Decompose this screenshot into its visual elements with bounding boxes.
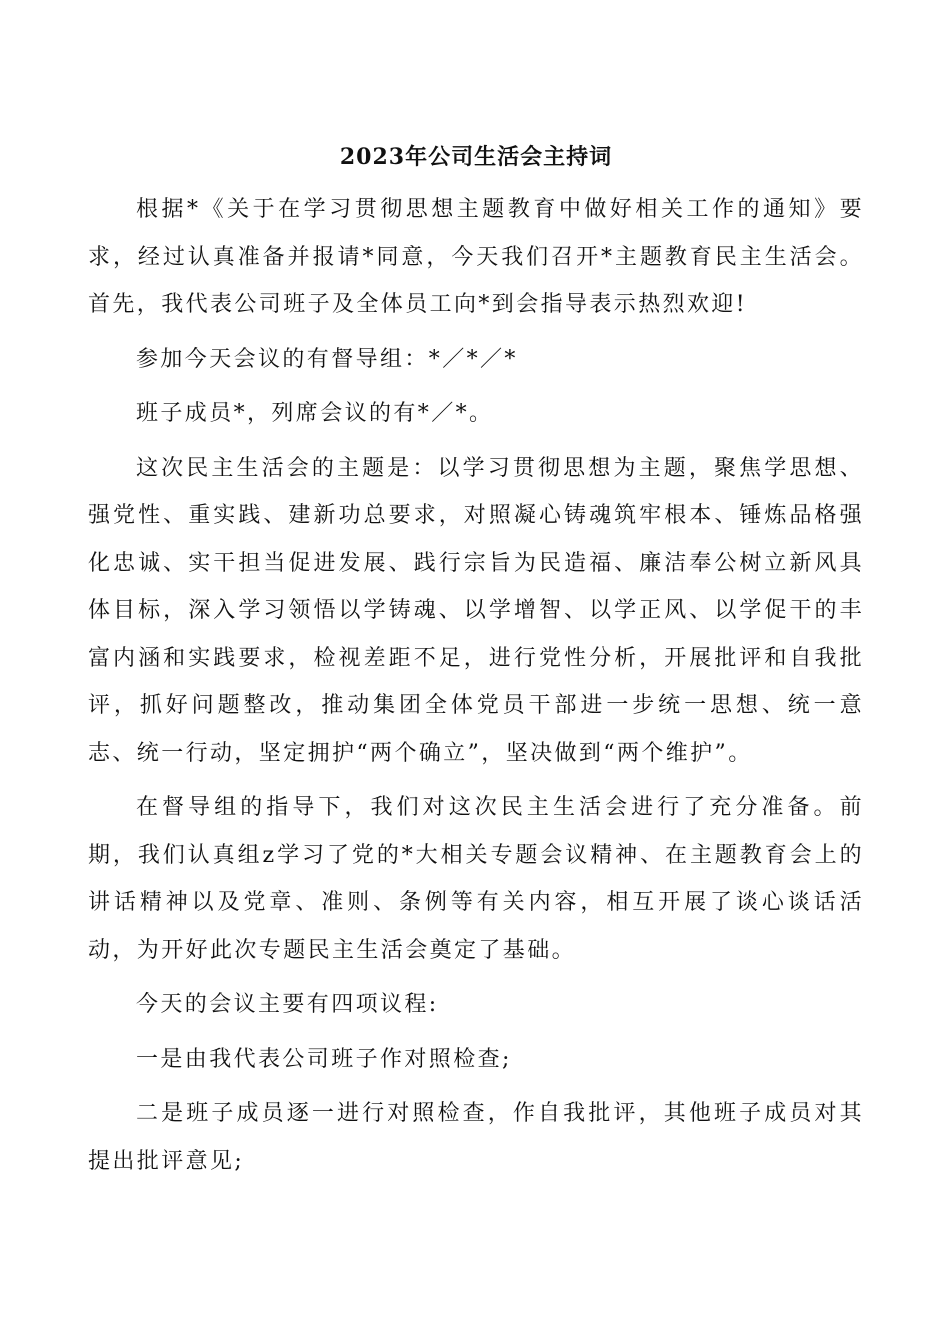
paragraph-theme: 这次民主生活会的主题是：以学习贯彻思想为主题，聚焦学思想、强党性、重实践、建新功总要求，对照凝心铸魂筑牢根本、锤炼品格强化忠诚、实干担当促进发展、践行宗旨为民造福、廉洁奉公树立新风具体目标，深入学习领悟以学铸魂、以学增智、以学正风、以学促干的丰富内涵和实践要求，检视差距不足，进行党性分析，开展批评和自我批评，抓好问题整改，推动集团全体党员干部进一步统一思想、统一意志、统一行动，坚定拥护“两个确立”，坚决做到“两个维护”。 bbox=[88, 455, 864, 766]
document-title: 2023年公司生活会主持词 bbox=[339, 144, 613, 170]
paragraph-agenda-item-2: 二是班子成员逐一进行对照检查，作自我批评，其他班子成员对其提出批评意见; bbox=[88, 1101, 864, 1174]
paragraph-supervisors: 参加今天会议的有督导组：*／*／* bbox=[136, 346, 518, 372]
paragraph-intro: 根据*《关于在学习贯彻思想主题教育中做好相关工作的通知》要求，经过认真准备并报请*同意，今天我们召开*主题教育民主生活会。首先，我代表公司班子及全体员工向*到会指导表示热烈欢迎! bbox=[88, 197, 864, 317]
paragraph-agenda-intro: 今天的会议主要有四项议程: bbox=[136, 992, 439, 1017]
paragraph-attendees: 班子成员*，列席会议的有*／*。 bbox=[136, 401, 494, 426]
paragraph-agenda-item-1: 一是由我代表公司班子作对照检查; bbox=[136, 1046, 512, 1072]
document-page bbox=[88, 140, 864, 1192]
paragraph-preparation: 在督导组的指导下，我们对这次民主生活会进行了充分准备。前期，我们认真组z学习了党的*大相关专题会议精神、在主题教育会上的讲话精神以及党章、准则、条例等有关内容，相互开展了谈心谈话活动，为开好此次专题民主生活会奠定了基础。 bbox=[88, 795, 864, 963]
